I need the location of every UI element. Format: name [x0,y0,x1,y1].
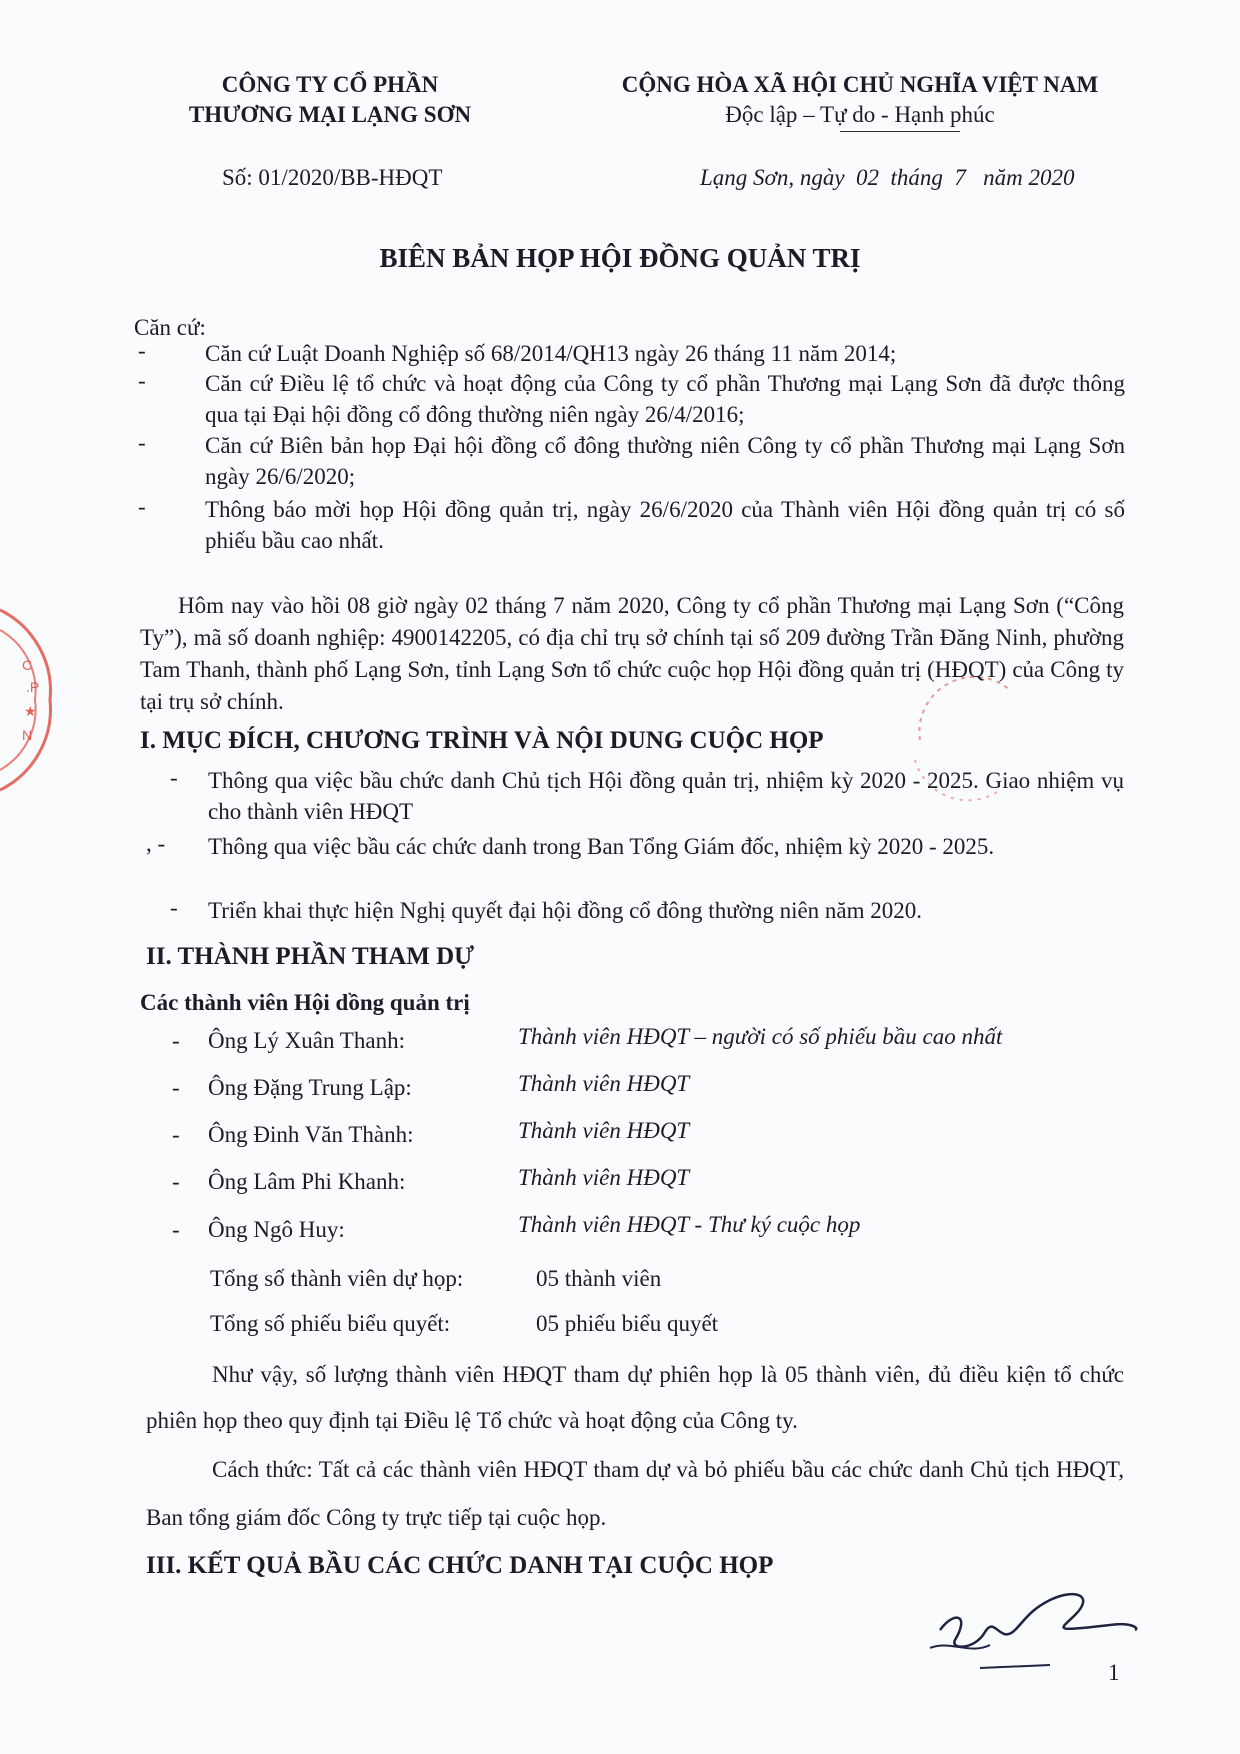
motto-underline [840,131,960,132]
bullet-dash: - [172,1075,180,1100]
bullet-dash: - [170,765,178,790]
bullet-dash: , - [146,831,166,856]
bullet-dash: - [170,895,178,920]
method-paragraph: Cách thức: Tất cả các thành viên HĐQT tham dự và bỏ phiếu bầu các chức danh Chủ tịch HĐQT, Ban tổng giám đốc Công ty trực tiếp tại cuộc họp. [146,1457,1124,1530]
section-1-heading: I. MỤC ĐÍCH, CHƯƠNG TRÌNH VÀ NỘI DUNG CUỘC HỌP [140,727,824,754]
bullet-dash: - [138,368,146,393]
member-role: Thành viên HĐQT [518,1118,690,1143]
member-name: Ông Ngô Huy: [208,1217,345,1242]
bullet-dash: - [172,1122,180,1147]
quorum-paragraph: Như vậy, số lượng thành viên HĐQT tham dự phiên họp là 05 thành viên, đủ điều kiện tổ chức phiên họp theo quy định tại Điều lệ Tổ chức và hoạt động của Công ty. [146,1362,1124,1433]
page-number: 1 [1108,1660,1120,1685]
handwritten-signature [900,1570,1140,1680]
basis-item: Thông báo mời họp Hội đồng quản trị, ngày 26/6/2020 của Thành viên Hội đồng quản trị có số phiếu bầu cao nhất. [205,497,1125,553]
basis-item: Căn cứ Luật Doanh Nghiệp số 68/2014/QH13 ngày 26 tháng 11 năm 2014; [205,341,897,366]
member-name: Ông Lâm Phi Khanh: [208,1169,406,1194]
basis-item: Căn cứ Điều lệ tổ chức và hoạt động của Công ty cổ phần Thương mại Lạng Sơn đã được thông qua tại Đại hội đồng cổ đông thường niên ngày 26/4/2016; [205,371,1125,427]
company-name-line2: THƯƠNG MẠI LẠNG SƠN [188,102,472,127]
bullet-dash: - [172,1169,180,1194]
company-name-line1: CÔNG TY CỔ PHẦN [221,72,439,97]
agenda-item: Thông qua việc bầu các chức danh trong Ban Tổng Giám đốc, nhiệm kỳ 2020 - 2025. [208,834,995,859]
total-votes-label: Tổng số phiếu biểu quyết: [210,1311,451,1336]
section-2-heading: II. THÀNH PHẦN THAM DỰ [146,943,475,970]
red-seal-stamp [0,600,60,800]
intro-paragraph: Hôm nay vào hồi 08 giờ ngày 02 tháng 7 năm 2020, Công ty cổ phần Thương mại Lạng Sơn (“Công Ty”), mã số doanh nghiệp: 4900142205, có địa chỉ trụ sở chính tại số 209 đường Trần Đăng Ninh, phường Tam Thanh, thành phố Lạng Sơn, tỉnh Lạng Sơn tổ chức cuộc họp Hội đồng quản trị (HĐQT) của Công ty tại trụ sở chính. [140,593,1124,714]
member-role: Thành viên HĐQT – người có số phiếu bầu cao nhất [518,1024,1003,1049]
member-role: Thành viên HĐQT [518,1165,690,1190]
motto: Độc lập – Tự do - Hạnh phúc [725,102,995,127]
bullet-dash: - [172,1217,180,1242]
member-name: Ông Lý Xuân Thanh: [208,1028,405,1053]
svg-text:.P: .P [26,679,40,695]
svg-text:N: N [22,727,33,743]
total-attend-label: Tổng số thành viên dự họp: [210,1266,464,1291]
total-votes-value: 05 phiếu biểu quyết [536,1311,719,1336]
agenda-item: Triển khai thực hiện Nghị quyết đại hội đồng cổ đông thường niên năm 2020. [208,898,923,923]
country-name: CỘNG HÒA XÃ HỘI CHỦ NGHĨA VIỆT NAM [621,72,1099,97]
place-date: Lạng Sơn, ngày 02 tháng 7 năm 2020 [700,165,1075,190]
member-role: Thành viên HĐQT [518,1071,690,1096]
member-name: Ông Đinh Văn Thành: [208,1122,414,1147]
svg-text:★: ★ [24,703,37,719]
basis-item: Căn cứ Biên bản họp Đại hội đồng cổ đông thường niên Công ty cổ phần Thương mại Lạng Sơn ngày 26/6/2020; [205,433,1125,489]
bullet-dash: - [138,494,146,519]
member-role: Thành viên HĐQT - Thư ký cuộc họp [518,1212,861,1237]
bullet-dash: - [138,430,146,455]
agenda-item: Thông qua việc bầu chức danh Chủ tịch Hội đồng quản trị, nhiệm kỳ 2020 - 2025. Giao nhiệm vụ cho thành viên HĐQT [208,768,1124,824]
document-title: BIÊN BẢN HỌP HỘI ĐỒNG QUẢN TRỊ [379,243,861,273]
bullet-dash: - [138,338,146,363]
member-name: Ông Đặng Trung Lập: [208,1075,412,1100]
bullet-dash: - [172,1028,180,1053]
section-2-subheading: Các thành viên Hội dồng quản trị [140,990,470,1015]
total-attend-value: 05 thành viên [536,1266,662,1291]
document-number: Số: 01/2020/BB-HĐQT [222,165,443,190]
section-3-heading: III. KẾT QUẢ BẦU CÁC CHỨC DANH TẠI CUỘC HỌP [146,1552,774,1579]
svg-text:C: C [22,657,33,673]
basis-label: Căn cứ: [134,315,206,340]
